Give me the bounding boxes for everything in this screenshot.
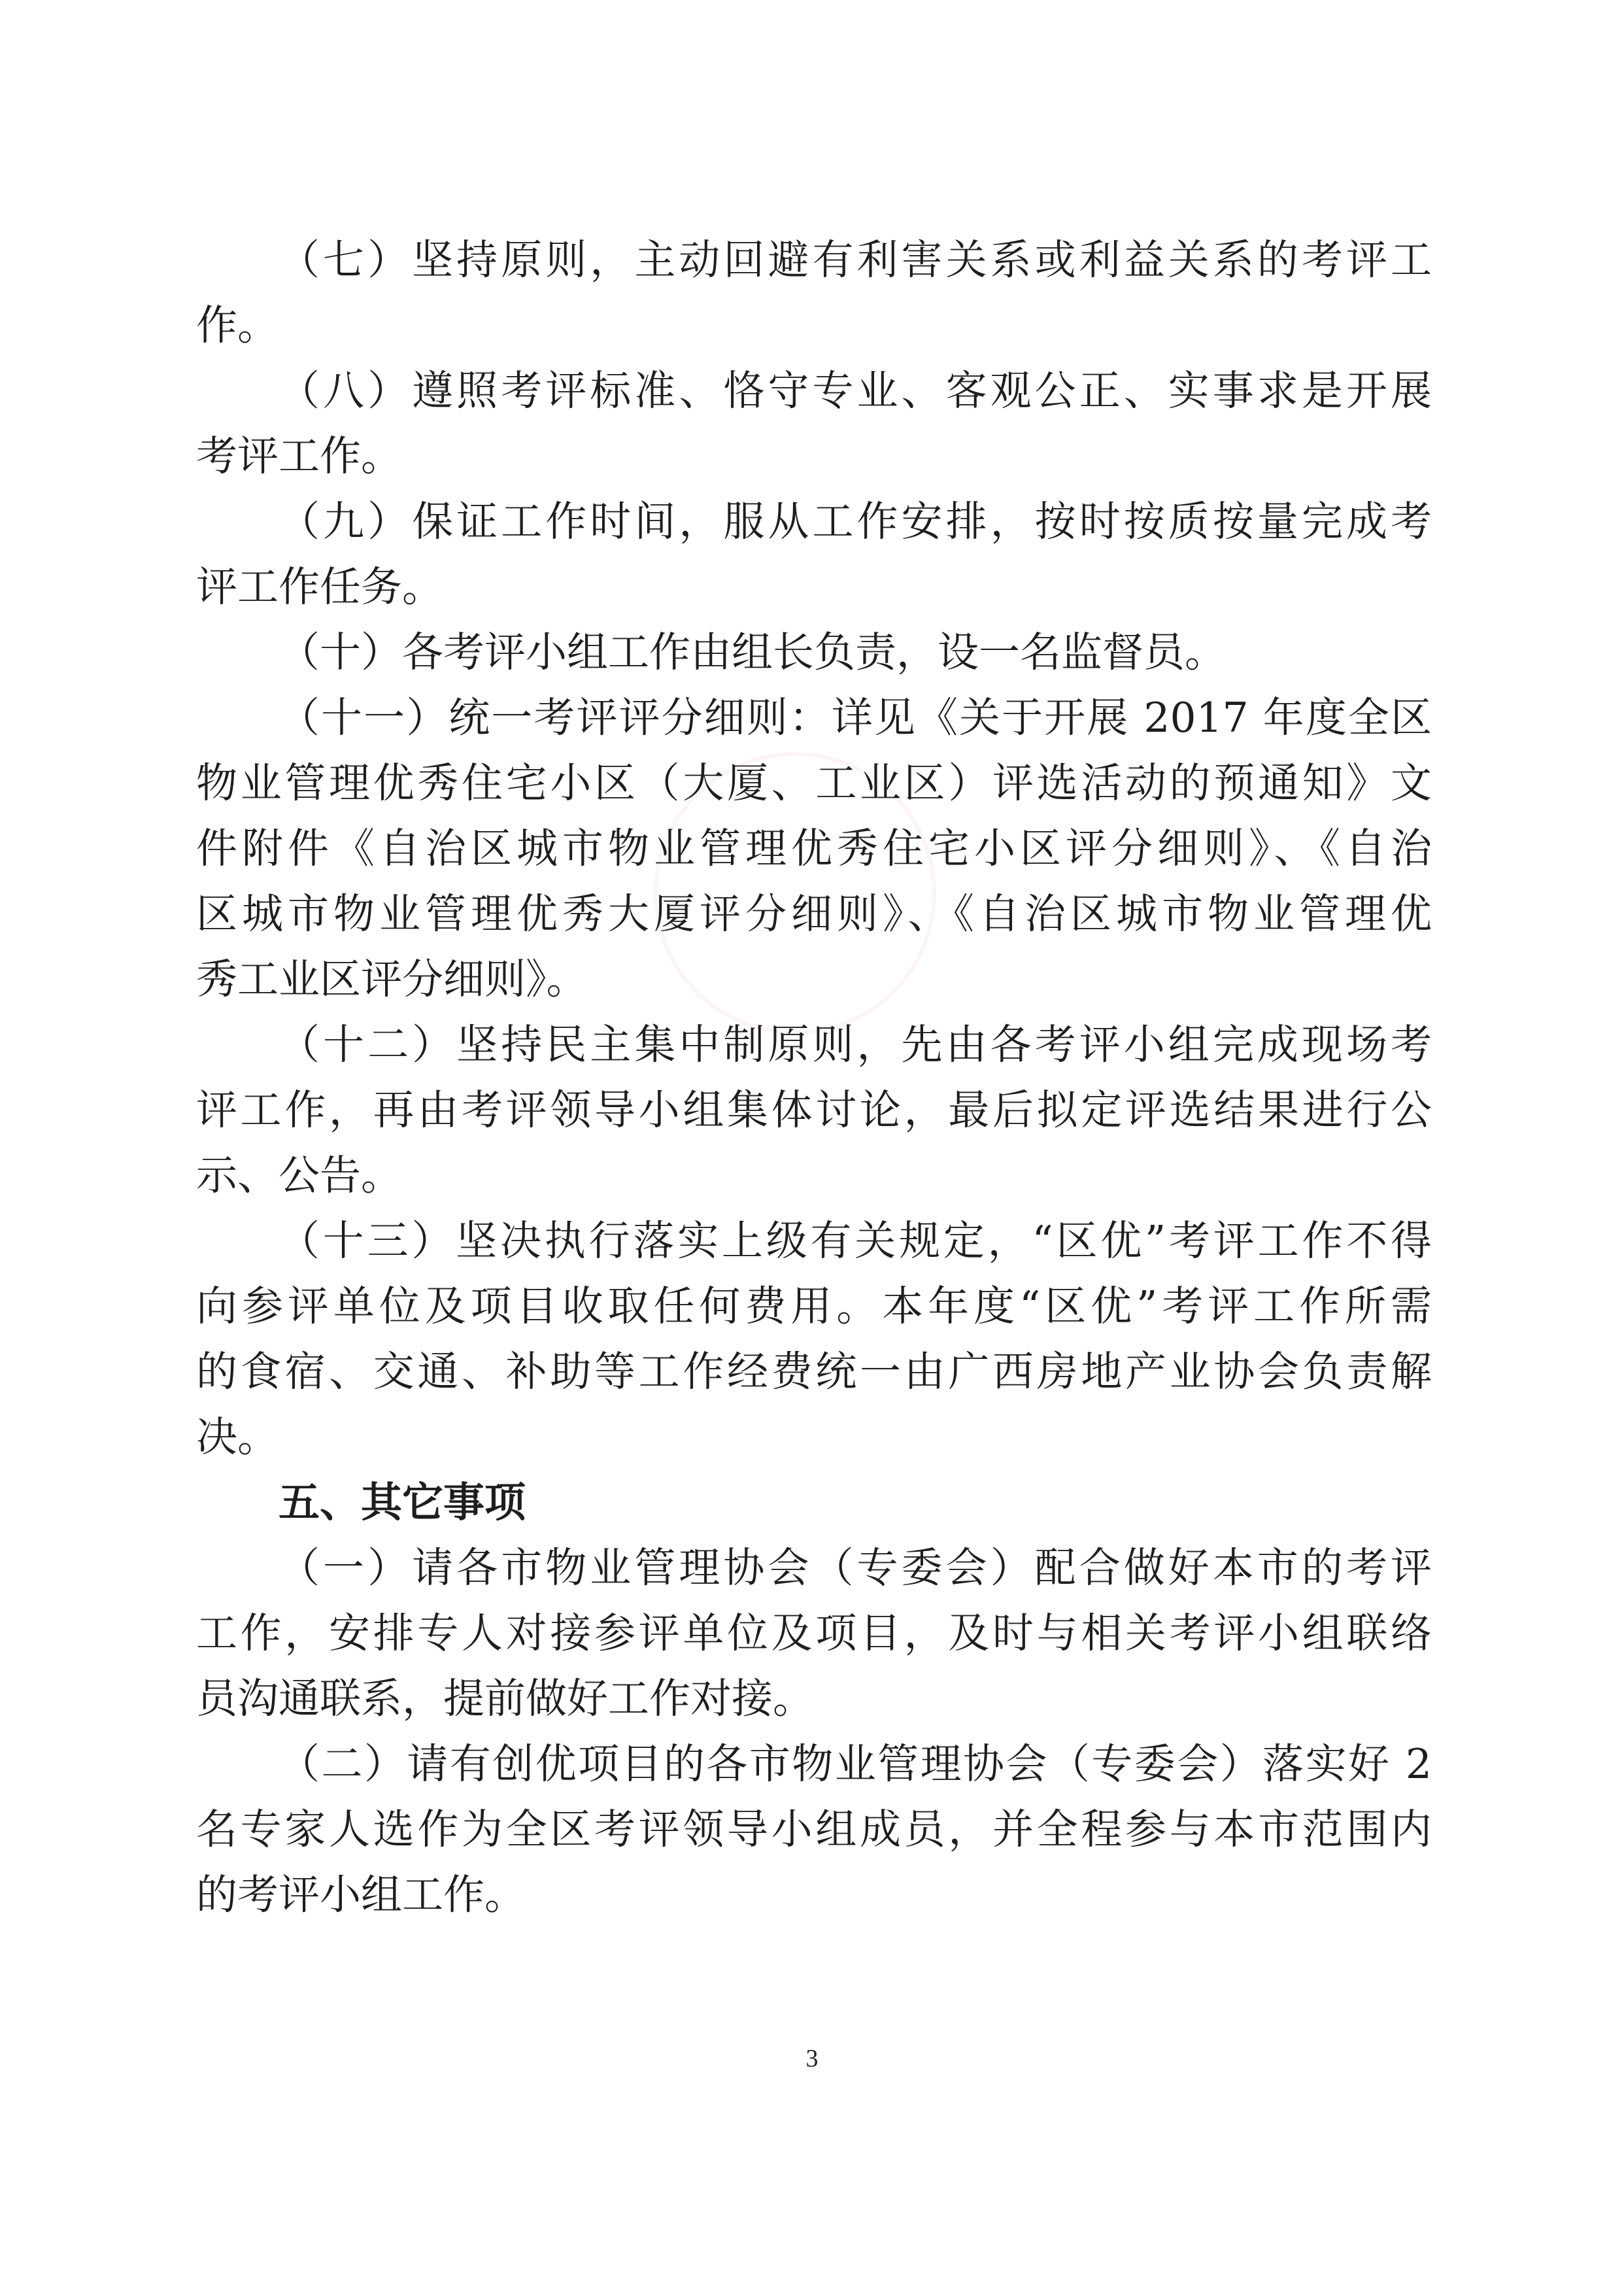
paragraph-13-line-4: 决。 bbox=[196, 1413, 279, 1461]
paragraph-10-line-1: （十）各考评小组工作由组长负责，设一名监督员。 bbox=[279, 628, 1226, 676]
page-number: 3 bbox=[805, 2045, 819, 2072]
paragraph-12-line-1: （十二）坚持民主集中制原则，先由各考评小组完成现场考 bbox=[279, 1021, 1432, 1069]
paragraph-7-line-1: （七）坚持原则，主动回避有利害关系或利益关系的考评工 bbox=[279, 236, 1432, 284]
other-paragraph-2-line-1: （二）请有创优项目的各市物业管理协会（专委会）落实好 2 bbox=[279, 1740, 1432, 1788]
paragraph-9-line-2: 评工作任务。 bbox=[196, 563, 443, 611]
paragraph-9-line-1: （九）保证工作时间，服从工作安排，按时按质按量完成考 bbox=[279, 498, 1432, 545]
other-paragraph-1-line-2: 工作，安排专人对接参评单位及项目，及时与相关考评小组联络 bbox=[196, 1609, 1432, 1657]
other-paragraph-1-line-3: 员沟通联系，提前做好工作对接。 bbox=[196, 1675, 814, 1722]
paragraph-8-line-2: 考评工作。 bbox=[196, 432, 402, 480]
paragraph-13-line-3: 的食宿、交通、补助等工作经费统一由广西房地产业协会负责解 bbox=[196, 1348, 1432, 1395]
other-paragraph-2-line-3: 的考评小组工作。 bbox=[196, 1871, 526, 1919]
paragraph-8-line-1: （八）遵照考评标准、恪守专业、客观公正、实事求是开展 bbox=[279, 367, 1432, 415]
paragraph-12-line-2: 评工作，再由考评领导小组集体讨论，最后拟定评选结果进行公 bbox=[196, 1086, 1432, 1134]
other-paragraph-2-line-2: 名专家人选作为全区考评领导小组成员，并全程参与本市范围内 bbox=[196, 1806, 1432, 1853]
paragraph-11-line-4: 区城市物业管理优秀大厦评分细则》、《自治区城市物业管理优 bbox=[196, 890, 1432, 938]
paragraph-7-line-2: 作。 bbox=[196, 301, 279, 349]
paragraph-11-line-2: 物业管理优秀住宅小区（大厦、工业区）评选活动的预通知》文 bbox=[196, 759, 1432, 807]
other-paragraph-1-line-1: （一）请各市物业管理协会（专委会）配合做好本市的考评 bbox=[279, 1544, 1432, 1592]
section-heading-other-matters: 五、其它事项 bbox=[279, 1479, 526, 1526]
paragraph-13-line-2: 向参评单位及项目收取任何费用。本年度“区优”考评工作所需 bbox=[196, 1282, 1432, 1330]
paragraph-11-line-3: 件附件《自治区城市物业管理优秀住宅小区评分细则》、《自治 bbox=[196, 825, 1432, 872]
paragraph-11-line-5: 秀工业区评分细则》。 bbox=[196, 955, 588, 1003]
paragraph-13-line-1: （十三）坚决执行落实上级有关规定，“区优”考评工作不得 bbox=[279, 1217, 1432, 1265]
paragraph-11-line-1: （十一）统一考评评分细则：详见《关于开展 2017 年度全区 bbox=[279, 694, 1432, 742]
paragraph-12-line-3: 示、公告。 bbox=[196, 1152, 402, 1199]
